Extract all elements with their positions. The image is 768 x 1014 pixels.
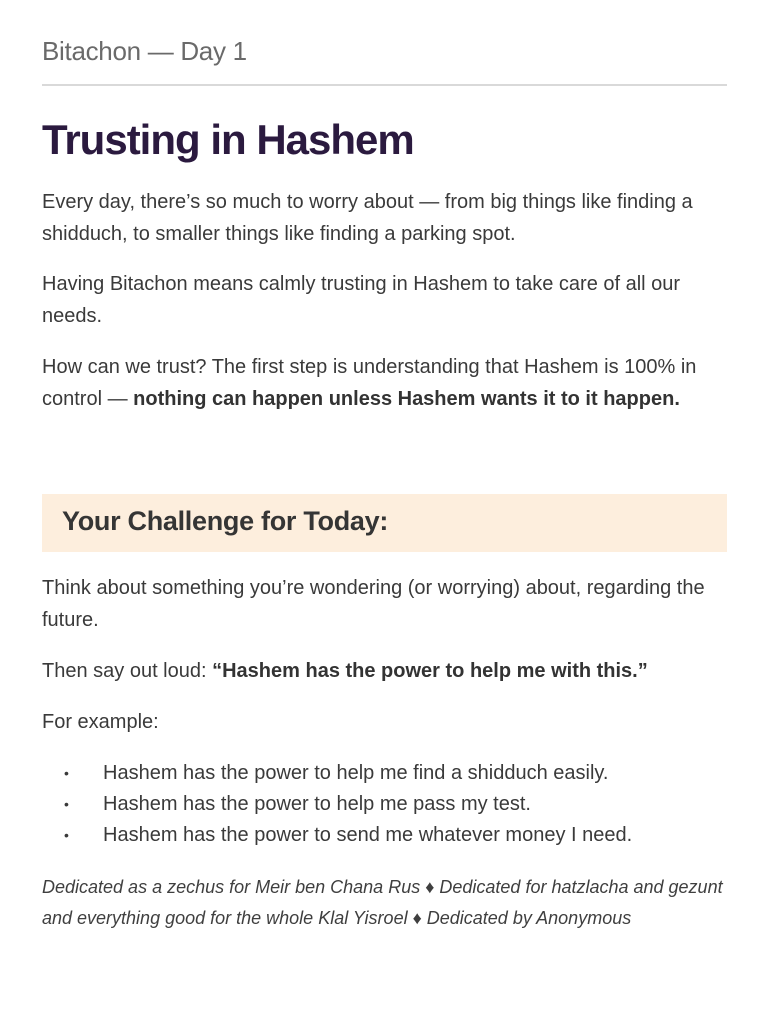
list-item-text: Hashem has the power to help me pass my test.: [103, 793, 531, 815]
header-divider: [42, 84, 727, 86]
examples-list: [42, 758, 732, 851]
examples-label: For example:: [42, 711, 159, 733]
trust-paragraph: [42, 351, 732, 415]
list-item: [42, 820, 732, 851]
list-item: [42, 789, 732, 820]
trust-paragraph-emphasis: nothing can happen unless Hashem wants it to it happen.: [133, 388, 680, 410]
bullet-icon: •: [64, 765, 69, 781]
list-item-text: Hashem has the power to send me whatever money I need.: [103, 824, 633, 846]
trust-paragraph-text: How can we trust? The first step is understanding that Hashem is 100% in control —: [42, 356, 697, 410]
challenge-say-aloud: [42, 655, 732, 687]
say-aloud-quote: “Hashem has the power to help me with this.”: [212, 660, 648, 682]
challenge-banner: [42, 494, 727, 552]
list-item: [42, 758, 732, 789]
article-title: Trusting in Hashem: [42, 116, 414, 163]
page-header-title: Bitachon — Day 1: [42, 36, 247, 66]
bullet-icon: •: [64, 827, 69, 843]
list-item-text: Hashem has the power to help me find a shidduch easily.: [103, 762, 609, 784]
definition-paragraph: Having Bitachon means calmly trusting in Hashem to take care of all our needs.: [42, 273, 681, 327]
dedication-text: Dedicated as a zechus for Meir ben Chana Rus ♦ Dedicated for hatzlacha and gezunt and everything good for the whole Klal Yisroel ♦ Dedicated by Anonymous: [42, 877, 723, 928]
bullet-icon: •: [64, 796, 69, 812]
challenge-instruction: Think about something you’re wondering (or worrying) about, regarding the future.: [42, 577, 705, 631]
say-aloud-text: Then say out loud:: [42, 660, 213, 682]
intro-paragraph: Every day, there’s so much to worry about — from big things like finding a shidduch, to smaller things like finding a parking spot.: [42, 191, 693, 245]
challenge-title: Your Challenge for Today:: [62, 506, 389, 536]
